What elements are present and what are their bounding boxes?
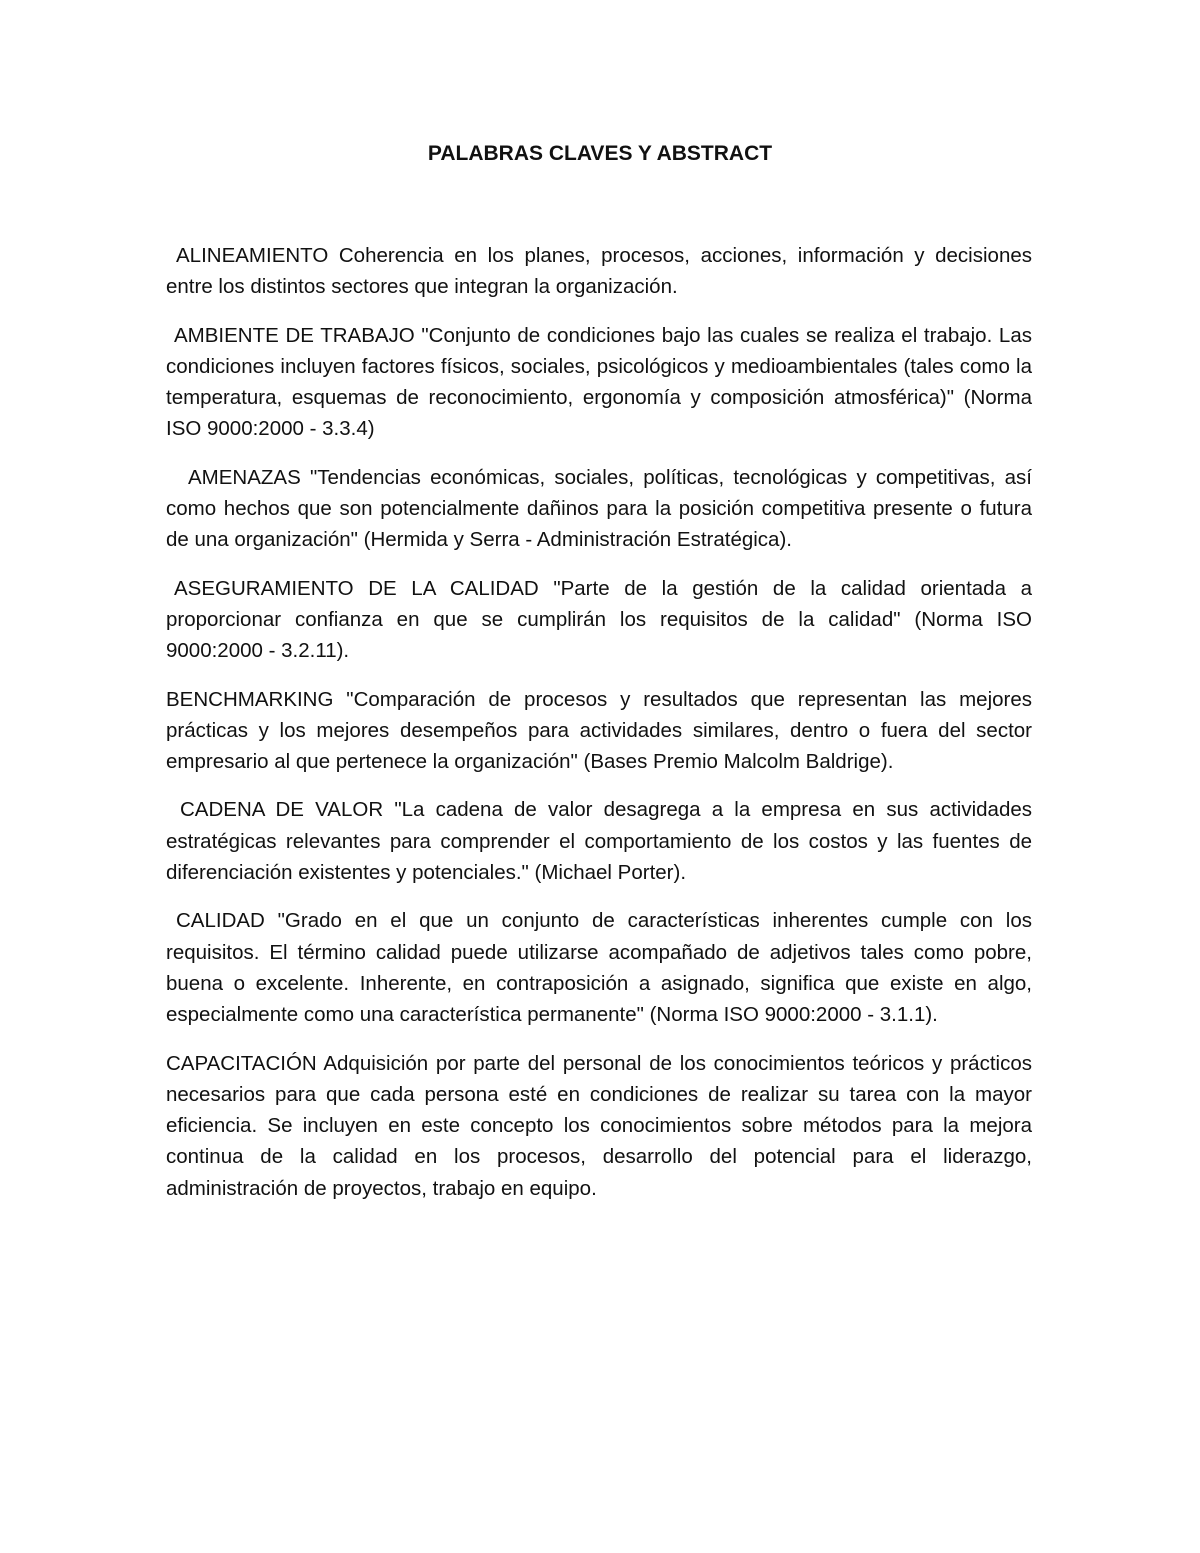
glossary-term: AMBIENTE DE TRABAJO [174,323,415,347]
glossary-term: CALIDAD [176,909,265,933]
glossary-entry-calidad [166,905,1032,1030]
glossary-term: BENCHMARKING [166,687,334,711]
glossary-term: CADENA DE VALOR [180,798,384,822]
glossary-entry-ambiente-de-trabajo [166,320,1032,445]
glossary-entry-benchmarking [166,684,1032,778]
glossary-definition: "Parte de la gestión de la calidad orientada a proporcionar confianza en que se cumplirán los requisitos de la calidad" (Norma ISO 9000:2000 - 3.2.11). [166,576,1032,663]
glossary-entry-capacitacion [166,1048,1032,1204]
glossary-term: CAPACITACIÓN [166,1051,317,1075]
glossary-definition: Adquisición por parte del personal de los conocimientos teóricos y prácticos necesarios para que cada persona esté en condiciones de realizar su tarea con la mayor eficiencia. Se incluyen en este concepto los conocimientos sobre métodos para la mejora continua de la calidad en los procesos, desarrollo del potencial para el liderazgo, administración de proyectos, trabajo en equipo. [166,1051,1032,1200]
glossary-definition: "Comparación de procesos y resultados que representan las mejores prácticas y los mejores desempeños para actividades similares, dentro o fuera del sector empresario al que pertenece la organización" (Bases Premio Malcolm Baldrige). [166,687,1032,774]
glossary-entry-alineamiento [166,240,1032,303]
glossary-term: AMENAZAS [188,465,301,489]
glossary-term: ASEGURAMIENTO DE LA CALIDAD [174,576,539,600]
glossary-definition: "La cadena de valor desagrega a la empresa en sus actividades estratégicas relevantes para comprender el comportamiento de los costos y las fuentes de diferenciación existentes y potenciales." (Michael Porter). [166,798,1033,885]
glossary-definition: Coherencia en los planes, procesos, acciones, información y decisiones entre los distintos sectores que integran la organización. [166,244,1032,299]
glossary-entry-cadena-de-valor [166,794,1032,888]
glossary-list [166,240,1032,1221]
glossary-entry-amenazas [166,462,1032,556]
glossary-term: ALINEAMIENTO [176,244,329,267]
glossary-definition: "Tendencias económicas, sociales, políticas, tecnológicas y competitivas, así como hechos que son potencialmente dañinos para la posición competitiva presente o futura de una organización" (Hermida y Serra - Administración Estratégica). [166,465,1032,552]
glossary-definition: "Conjunto de condiciones bajo las cuales se realiza el trabajo. Las condiciones incluyen factores físicos, sociales, psicológicos y medioambientales (tales como la temperatura, esquemas de reconocimiento, ergonomía y composición atmosférica)" (Norma ISO 9000:2000 - 3.3.4) [166,323,1032,441]
page-title: PALABRAS CLAVES Y ABSTRACT [427,142,773,165]
glossary-definition: "Grado en el que un conjunto de características inherentes cumple con los requisitos. El término calidad puede utilizarse acompañado de adjetivos tales como pobre, buena o excelente. Inherente, en contraposición a asignado, significa que existe en algo, especialmente como una característica permanente" (Norma ISO 9000:2000 - 3.1.1). [166,909,1032,1027]
glossary-entry-aseguramiento-de-la-calidad [166,573,1032,667]
